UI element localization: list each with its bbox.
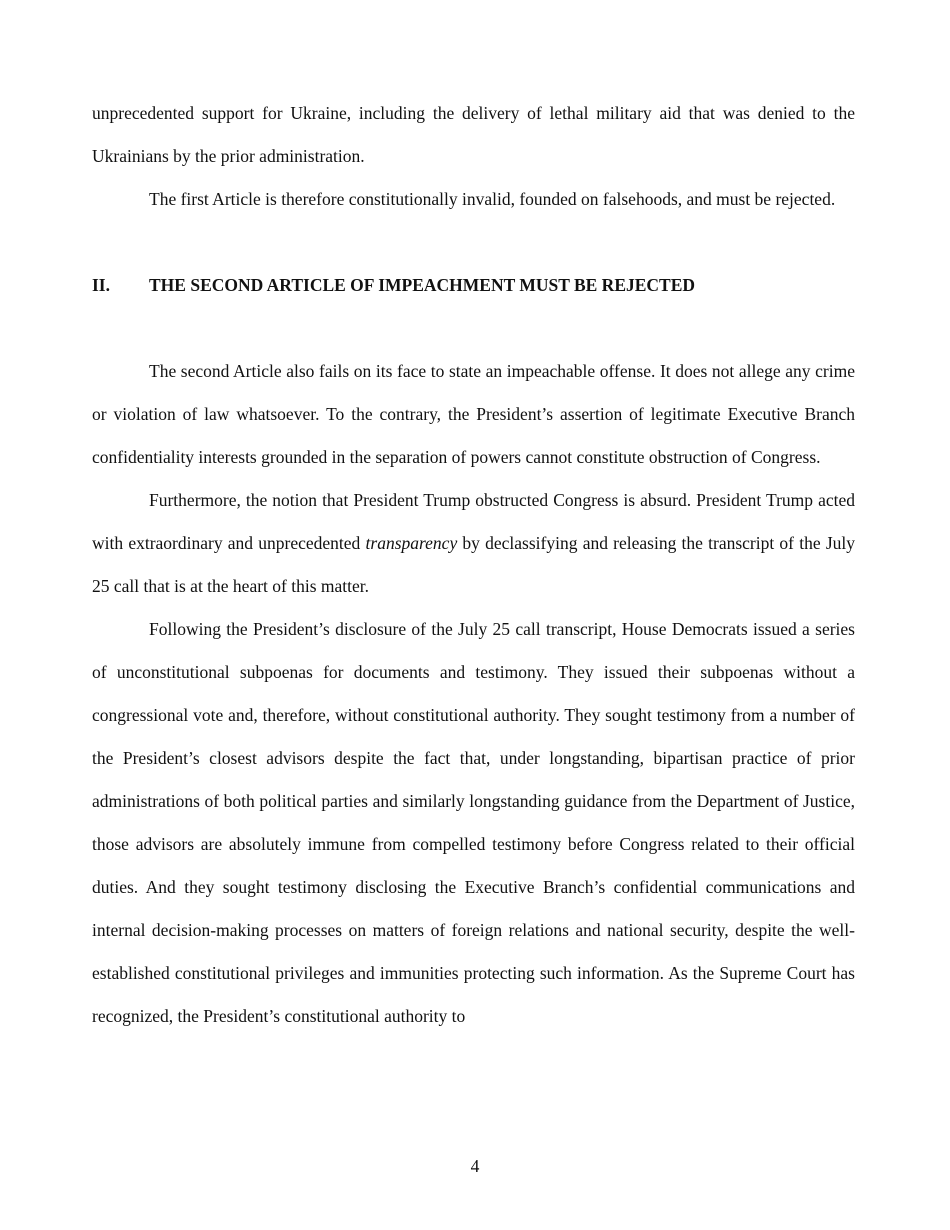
text-run: Furthermore, the notion that President Trump obstructed Congress is absurd. President Trump acted with extraordinary and unprecedented	[92, 490, 855, 553]
section-title: THE SECOND ARTICLE OF IMPEACHMENT MUST BE REJECTED	[149, 275, 696, 295]
section-heading	[92, 264, 855, 307]
document-page	[92, 92, 855, 1038]
paragraph-transparency	[92, 479, 855, 608]
page-number: 4	[470, 1156, 480, 1176]
section-number: II.	[92, 275, 110, 295]
paragraph-second-article: The second Article also fails on its face to state an impeachable offense. It does not allege any crime or violation of law whatsoever. To the contrary, the President’s assertion of legitimate Executive Branch confidentiality interests grounded in the separation of powers cannot constitute obstruction of Congress.	[92, 361, 855, 467]
paragraph-first-article-conclusion: The first Article is therefore constitutionally invalid, founded on falsehoods, and must be rejected.	[149, 189, 836, 209]
paragraph-subpoenas: Following the President’s disclosure of the July 25 call transcript, House Democrats issued a series of unconstitutional subpoenas for documents and testimony. They issued their subpoenas without a congressional vote and, therefore, without constitutional authority. They sought testimony from a number of the President’s closest advisors despite the fact that, under longstanding, bipartisan practice of prior administrations of both political parties and similarly longstanding guidance from the Department of Justice, those advisors are absolutely immune from compelled testimony before Congress related to their official duties. And they sought testimony disclosing the Executive Branch’s confidential communications and internal decision-making processes on matters of foreign relations and national security, despite the well-established constitutional privileges and immunities protecting such information. As the Supreme Court has recognized, the President’s constitutional authority to	[92, 619, 855, 1026]
text-run: by declassifying and releasing the transcript of the July 25 call that is at the heart of this matter.	[92, 533, 855, 596]
paragraph-continuation: unprecedented support for Ukraine, including the delivery of lethal military aid that was denied to the Ukrainians by the prior administration.	[92, 103, 855, 166]
italic-text-run: transparency	[365, 533, 458, 553]
